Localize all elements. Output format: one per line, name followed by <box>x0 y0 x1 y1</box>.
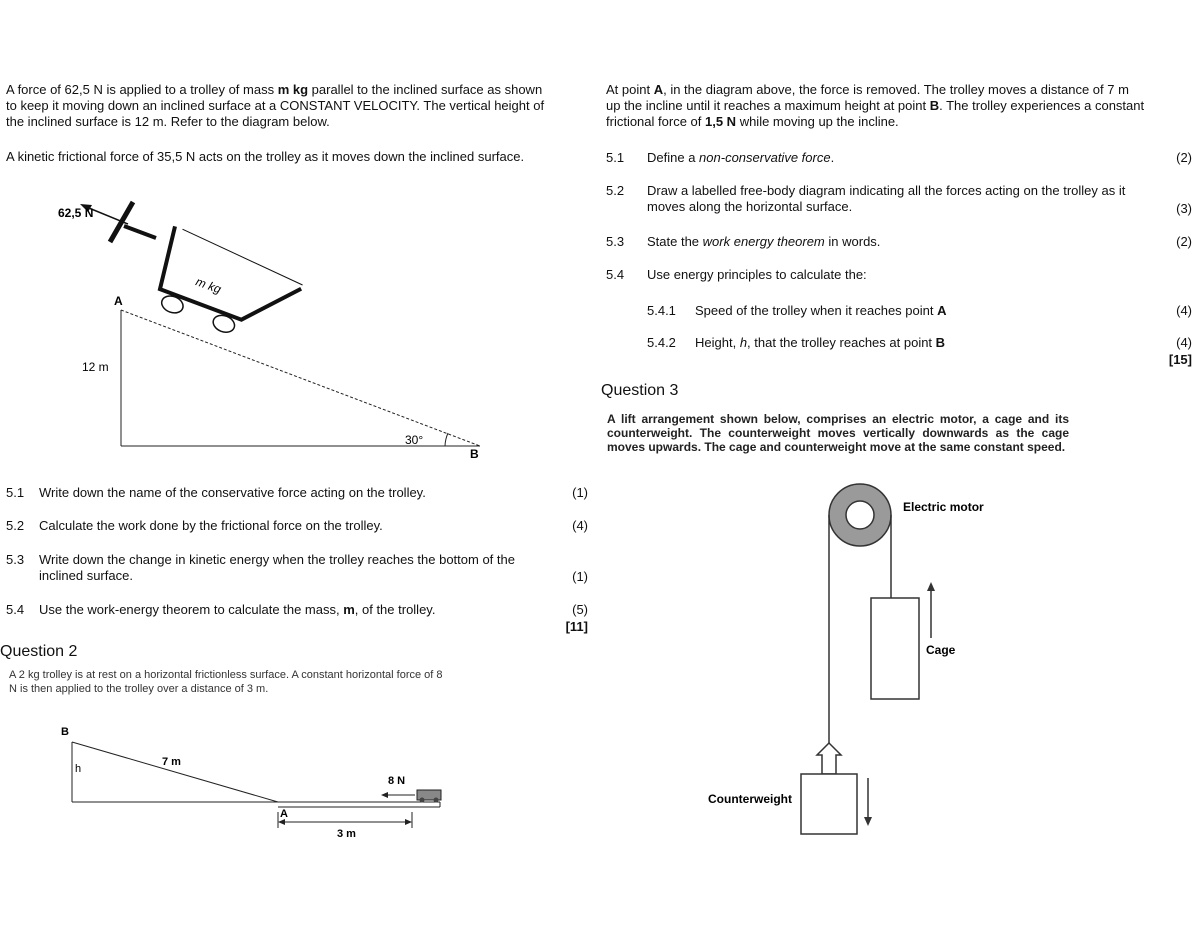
force-arrowhead <box>381 792 388 798</box>
question-5-4-left: 5.4 Use the work-energy theorem to calculate the mass, m, of the trolley. <box>6 602 436 617</box>
incline-length-label: 7 m <box>162 756 181 768</box>
question-5-4-2: 5.4.2 Height, h, that the trolley reaches at point B <box>647 335 946 350</box>
distance-label: 3 m <box>337 828 356 840</box>
h-label: h <box>75 763 82 775</box>
counterweight-label: Counterweight <box>708 792 792 806</box>
counterweight <box>801 774 857 834</box>
point-b-label: B <box>470 447 479 461</box>
counterweight-hook <box>817 743 841 774</box>
force-label: 62,5 N <box>58 206 94 220</box>
cage <box>871 598 919 699</box>
angle-arc <box>445 433 448 446</box>
lift-diagram <box>600 478 1080 850</box>
question-2-intro: A 2 kg trolley is at rest on a horizontal frictionless surface. A constant horizontal force of 8 N is then applied to the trolley over a distance of 3 m. <box>9 669 443 695</box>
total-marks-right: [15] <box>1168 352 1192 367</box>
incline-surface <box>121 310 480 446</box>
distance-arrowhead-right <box>405 819 412 825</box>
ramp-incline <box>72 742 278 802</box>
marks-5-2-left: (4) <box>572 518 588 533</box>
question-5-3-left: 5.3 Write down the change in kinetic energy when the trolley reaches the bottom of the inclined surface. <box>6 552 515 583</box>
motor-label: Electric motor <box>903 500 984 514</box>
question-3-intro: A lift arrangement shown below, comprises an electric motor, a cage and its counterweight. The counterweight moves vertically downwards as the cage moves upwards. The cage and counterweight move at the same constant speed. <box>607 412 1069 454</box>
marks-5-4-left: (5) <box>572 602 588 617</box>
marks-5-1-left: (1) <box>572 485 588 500</box>
right-intro-paragraph: At point A, in the diagram above, the force is removed. The trolley moves a distance of 7 m up the incline until it reaches a maximum height at point B. The trolley experiences a constant frictional force of 1,5 N while moving up the incline. <box>606 82 1145 129</box>
marks-5-3-left: (1) <box>572 569 588 584</box>
height-label: 12 m <box>82 360 109 374</box>
question-3-heading: Question 3 <box>601 382 679 399</box>
question-5-4-right: 5.4 Use energy principles to calculate the: <box>606 267 867 282</box>
incline-diagram <box>40 192 500 464</box>
pulley-inner <box>846 501 874 529</box>
question-2-heading: Question 2 <box>0 643 78 660</box>
total-marks-left: [11] <box>565 619 588 634</box>
angle-label: 30° <box>405 433 424 447</box>
question-5-2-left: 5.2 Calculate the work done by the frictional force on the trolley. <box>6 518 383 533</box>
mass-label: m kg <box>193 274 224 297</box>
trolley <box>146 226 306 352</box>
intro-paragraph-1: A force of 62,5 N is applied to a trolley of mass m kg parallel to the inclined surface as shown to keep it moving down an inclined surface at a CONSTANT VELOCITY. The vertical height of the inclined surface is 12 m. Refer to the diagram below. <box>6 82 545 129</box>
intro-paragraph-2: A kinetic frictional force of 35,5 N acts on the trolley as it moves down the inclined surface. <box>6 149 525 164</box>
question-5-2-right: 5.2 Draw a labelled free-body diagram indicating all the forces acting on the trolley as it moves along the horizontal surface. <box>606 183 1126 214</box>
marks-5-4-1: (4) <box>1176 303 1192 318</box>
point-a-label: A <box>280 808 288 820</box>
marks-5-1-right: (2) <box>1176 150 1192 165</box>
question-5-1-right: 5.1 Define a non-conservative force. <box>606 150 835 165</box>
trolley-wheel <box>434 798 439 803</box>
question-2-diagram <box>55 720 455 842</box>
question-5-1-left: 5.1 Write down the name of the conservative force acting on the trolley. <box>6 485 426 500</box>
counterweight-arrowhead <box>864 817 872 826</box>
cage-label: Cage <box>926 643 956 657</box>
marks-5-2-right: (3) <box>1176 201 1192 216</box>
cage-arrowhead <box>927 582 935 591</box>
trolley-wheel <box>420 798 425 803</box>
question-5-4-1: 5.4.1 Speed of the trolley when it reaches point A <box>647 303 947 318</box>
question-5-3-right: 5.3 State the work energy theorem in words. <box>606 234 881 249</box>
handle-bar <box>124 226 156 238</box>
marks-5-3-right: (2) <box>1176 234 1192 249</box>
marks-5-4-2: (4) <box>1176 335 1192 350</box>
point-a-label: A <box>114 294 123 308</box>
point-b-label: B <box>61 726 69 738</box>
force-label: 8 N <box>388 775 406 787</box>
